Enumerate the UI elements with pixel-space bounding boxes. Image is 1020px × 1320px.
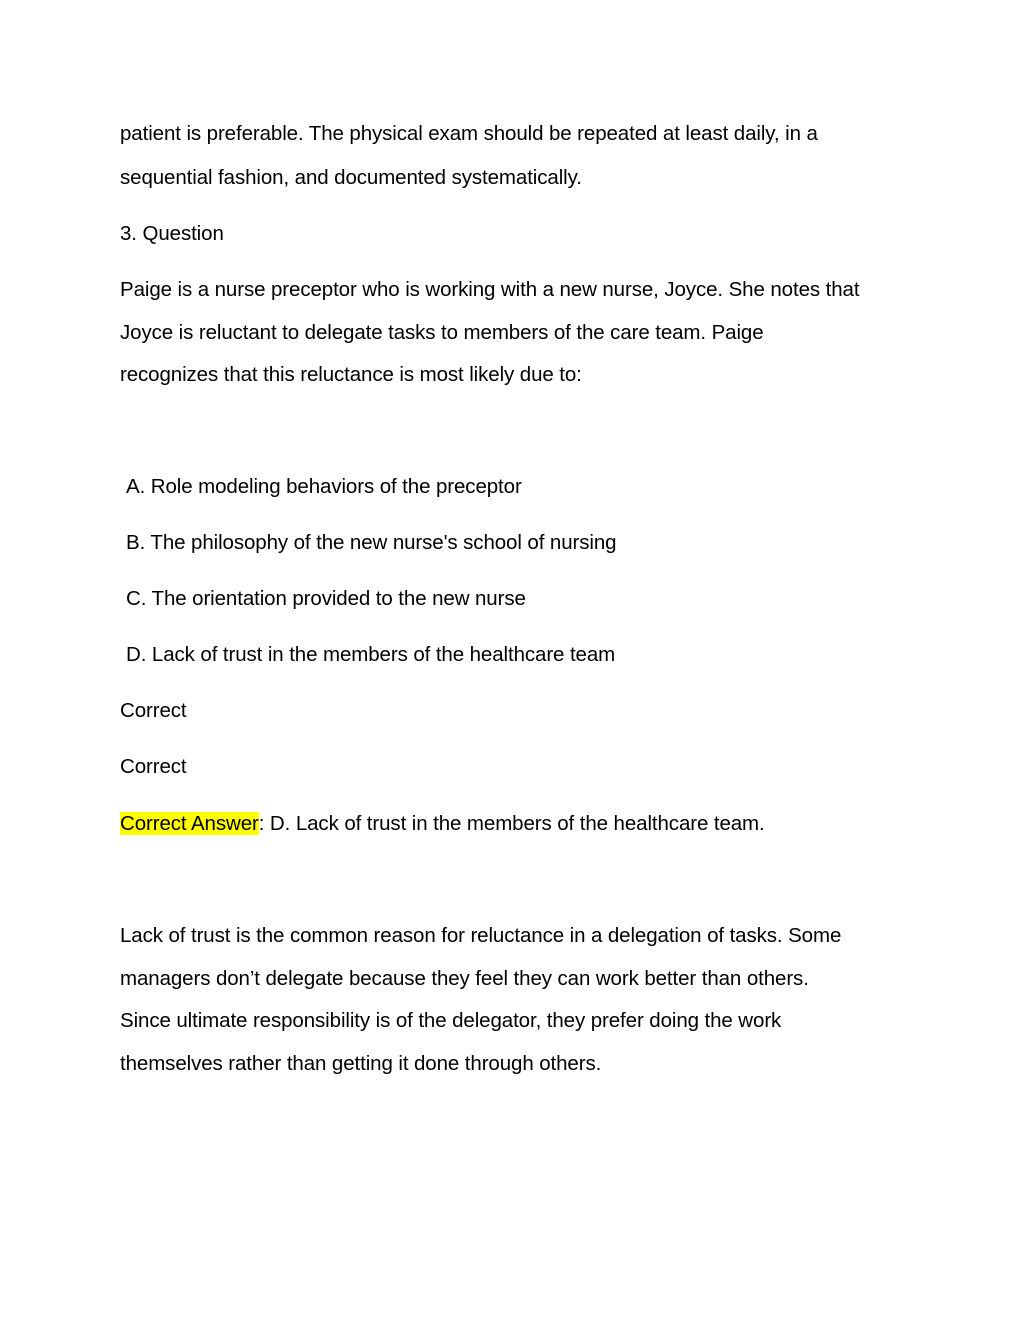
intro-line: sequential fashion, and documented systematically. <box>120 166 582 189</box>
option-a: A. Role modeling behaviors of the preceptor <box>126 475 522 498</box>
option-d: D. Lack of trust in the members of the healthcare team <box>126 643 616 666</box>
option-c: C. The orientation provided to the new nurse <box>126 587 526 610</box>
status-text: Correct <box>120 755 187 778</box>
explanation-line: managers don’t delegate because they feel they can work better than others. <box>120 967 809 990</box>
option-b: B. The philosophy of the new nurse's school of nursing <box>126 531 617 554</box>
correct-answer-label: Correct Answer <box>120 812 259 835</box>
explanation-line: Lack of trust is the common reason for reluctance in a delegation of tasks. Some <box>120 924 842 947</box>
intro-line: patient is preferable. The physical exam should be repeated at least daily, in a <box>120 122 818 145</box>
correct-answer-text: : D. Lack of trust in the members of the healthcare team. <box>258 812 765 835</box>
explanation-line: Since ultimate responsibility is of the delegator, they prefer doing the work <box>120 1009 782 1032</box>
correct-answer-line <box>120 811 765 837</box>
question-text-line: recognizes that this reluctance is most likely due to: <box>120 363 582 386</box>
question-text-line: Paige is a nurse preceptor who is working with a new nurse, Joyce. She notes that <box>120 278 860 301</box>
question-heading: 3. Question <box>120 222 224 245</box>
explanation-line: themselves rather than getting it done through others. <box>120 1052 602 1075</box>
question-text-line: Joyce is reluctant to delegate tasks to members of the care team. Paige <box>120 321 764 344</box>
status-text: Correct <box>120 699 187 722</box>
